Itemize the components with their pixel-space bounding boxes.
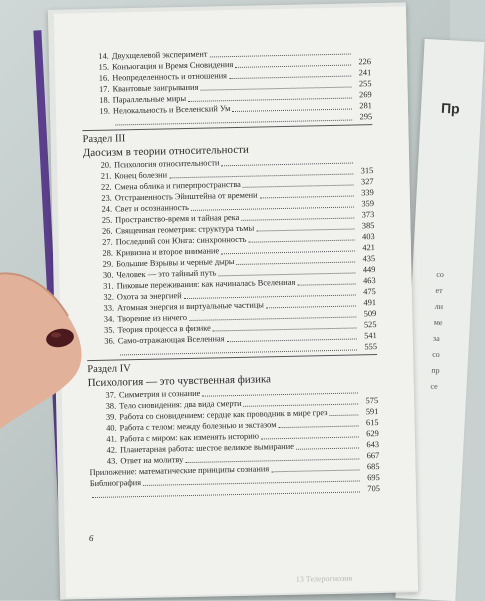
entry-title: Само-отражающая Вселенная: [118, 333, 225, 346]
entry-page: 295: [354, 111, 372, 122]
entry-title: Двухщелевой эксперимент: [112, 49, 208, 62]
entry-page: 615: [360, 417, 378, 428]
entry-number: 35.: [100, 325, 114, 336]
entry-page: 385: [356, 220, 374, 231]
entry-title: Параллельные миры: [113, 93, 187, 106]
entry-number: 15.: [95, 62, 109, 73]
entry-number: 25.: [98, 215, 112, 226]
entry-page: 525: [358, 319, 376, 330]
entry-title: Работа с миром: как изменять историю: [120, 431, 259, 445]
entry-page: 705: [362, 483, 380, 494]
entry-title: Работа со сновидением: сердце как проводник в мире грез: [119, 407, 327, 422]
faded-footer-text: 13 Телерогнозия: [296, 574, 353, 584]
entry-title: Ответ на молитву: [120, 454, 183, 466]
entry-page: 667: [361, 450, 379, 461]
entry-title: Тело сновидения: два вида смерти: [119, 398, 242, 412]
entry-number: 17.: [95, 84, 109, 95]
entry-title: Творение из ничего: [117, 312, 187, 324]
entry-number: 18.: [96, 95, 110, 106]
entry-number: 31.: [100, 281, 114, 292]
facing-page-text: пр: [431, 366, 440, 375]
entry-number: 19.: [96, 106, 110, 117]
dot-leader: [296, 447, 359, 449]
entry-title: Кривизна и второе внимание: [116, 245, 219, 258]
table-of-contents: [81, 45, 380, 500]
dot-leader: [330, 414, 359, 416]
entry-number: 32.: [100, 292, 114, 303]
entry-number: 38.: [102, 401, 116, 412]
entry-page: 281: [354, 100, 372, 111]
entry-title: Охота за энергией: [117, 290, 182, 302]
entry-page: 339: [356, 187, 374, 198]
entry-title: Человек — это тайный путь: [116, 267, 216, 280]
section-heading: Раздел III: [82, 127, 372, 146]
entry-number: 27.: [99, 237, 113, 248]
entry-number: 37.: [102, 390, 116, 401]
entry-page: 591: [360, 406, 378, 417]
entry-title: Пространство-время и тайная река: [115, 212, 239, 226]
entry-title: Конъюгация и Время Сновидения: [112, 59, 234, 73]
entry-number: 26.: [98, 226, 112, 237]
entry-page: 555: [359, 341, 377, 352]
entry-page: 491: [358, 297, 376, 308]
entry-page: 269: [354, 89, 372, 100]
entry-page: 475: [358, 286, 376, 297]
entry-number: 14.: [95, 51, 109, 62]
entry-number: 42.: [103, 445, 117, 456]
entry-page: 541: [359, 330, 377, 341]
entry-page: 255: [353, 78, 371, 89]
entry-page: 575: [360, 395, 378, 406]
entry-number: 29.: [99, 259, 113, 270]
entry-title: Квантовые заигрывания: [112, 82, 198, 95]
facing-page-text: со: [432, 350, 440, 359]
entry-title: Теория процесса в физике: [117, 323, 210, 336]
entry-number: 34.: [100, 314, 114, 325]
entry-title: Атомная энергия и виртуальные частицы: [117, 299, 264, 313]
entry-number: 20.: [97, 160, 111, 171]
entry-title: Свет и осознанность: [115, 202, 189, 215]
entry-number: 30.: [99, 270, 113, 281]
page-number: 6: [89, 533, 94, 543]
entry-number: 43.: [103, 456, 117, 467]
entry-number: 22.: [97, 182, 111, 193]
entry-page: 241: [353, 67, 371, 78]
entry-page: 373: [356, 209, 374, 220]
entry-title: Нелокальность и Вселенский Ум: [113, 103, 231, 116]
facing-page-text: со: [436, 270, 444, 279]
entry-page: 359: [356, 198, 374, 209]
entry-number: 21.: [97, 171, 111, 182]
entry-page: 403: [357, 231, 375, 242]
entry-title: Работа с телом: между болезнью и экстазом: [119, 419, 276, 433]
dot-leader: [297, 283, 355, 285]
entry-number: 24.: [98, 204, 112, 215]
section-title: Даосизм в теории относительности: [83, 140, 373, 160]
entry-page: 685: [361, 461, 379, 472]
entry-number: 23.: [98, 193, 112, 204]
entry-title: Отстраненность Эйнштейна от времени: [115, 190, 258, 204]
entry-number: 39.: [102, 412, 116, 423]
entry-page: 695: [362, 472, 380, 483]
entry-title: Пиковые переживания: как начиналась Вселенная: [117, 277, 296, 292]
entry-page: 226: [353, 56, 371, 67]
entry-page: 327: [355, 176, 373, 187]
toc-page: [54, 6, 418, 597]
facing-page-text: се: [430, 382, 438, 391]
facing-page-text: ли: [434, 302, 443, 311]
entry-title: Планетарная работа: шестое великое вымирание: [120, 441, 294, 456]
dot-leader: [92, 491, 360, 498]
entry-number: 41.: [103, 434, 117, 445]
entry-page: 449: [357, 264, 375, 275]
facing-page-text: за: [433, 334, 440, 343]
entry-number: 36.: [101, 336, 115, 347]
facing-page-text: ет: [435, 286, 443, 295]
entry-title: Приложение: математические принципы сознания: [89, 463, 269, 478]
entry-title: Библиография: [90, 477, 142, 489]
entry-number: 40.: [103, 423, 117, 434]
entry-number: 33.: [100, 303, 114, 314]
entry-page: 421: [357, 242, 375, 253]
entry-title: Симметрия и сознание: [119, 388, 201, 401]
entry-page: 629: [361, 428, 379, 439]
section-title: Психология — это чувственная физика: [88, 370, 378, 390]
entry-page: 315: [355, 165, 373, 176]
holding-hand: [0, 246, 100, 436]
facing-page-text: ме: [434, 318, 443, 327]
entry-page: 643: [361, 439, 379, 450]
entry-number: 16.: [95, 73, 109, 84]
entry-page: 435: [357, 253, 375, 264]
entry-title: Психология относительности: [114, 157, 220, 170]
section-heading: Раздел IV: [87, 357, 377, 376]
entry-title: Смена облика и гиперпространства: [114, 179, 241, 193]
entry-page: 463: [357, 275, 375, 286]
entry-title: Священная геометрия: структура тьмы: [115, 223, 254, 237]
entry-title: Большие Взрывы и черные дыры: [116, 256, 235, 269]
entry-title: Последний сон Юнга: синхронность: [116, 234, 247, 248]
entry-title: Неопределенность и отношения: [112, 70, 227, 83]
entry-page: 509: [358, 308, 376, 319]
entry-number: 28.: [99, 248, 113, 259]
entry-title: Конец болезни: [114, 169, 167, 181]
facing-page-heading: Пр: [441, 100, 460, 117]
